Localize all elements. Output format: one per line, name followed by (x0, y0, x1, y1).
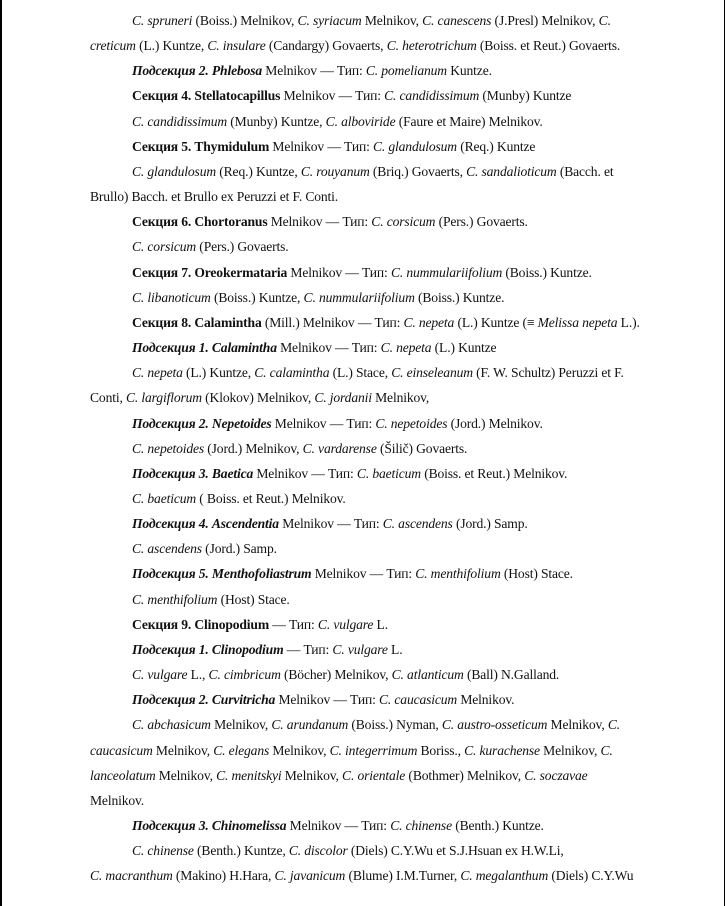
paragraph-first-line (90, 637, 722, 662)
section-heading: Подсекция 1. Clinopodium (132, 641, 284, 657)
text-run: (Klokov) Melnikov, (201, 390, 315, 406)
text-run: L., (187, 667, 209, 683)
text-run: Melnikov, (361, 13, 423, 28)
text-run: (Diels) C.Y.Wu et S.J.Hsuan ex H.W.Li, (347, 843, 564, 859)
taxon-name: C. menthifolium (415, 566, 501, 582)
taxon-name: C. elegans (213, 742, 270, 758)
paragraph-continuation-line (90, 33, 722, 58)
text-run: (Briq.) Govaerts, (369, 163, 467, 179)
section-heading: Подсекция 1. Calamintha (132, 340, 277, 356)
paragraph-first-line (90, 335, 722, 360)
text-run: L.). (617, 314, 640, 330)
taxon-name: C. heterotrichum (386, 38, 477, 54)
text-run: Melnikov — Тип: (271, 415, 376, 431)
taxon-name: caucasicum (90, 742, 153, 758)
taxon-name: C. caucasicum (379, 692, 458, 708)
text-run: (Candargy) Govaerts, (265, 38, 387, 54)
paragraph-continuation-line (90, 863, 722, 888)
paragraph-first-line (90, 486, 722, 511)
paragraph-first-line (90, 234, 722, 259)
text-run: — Тип: (269, 616, 318, 632)
text-run: (Boiss. et Reut.) Melnikov. (420, 465, 568, 481)
text-run: Melnikov, (281, 767, 343, 783)
taxon-name: C. insulare (207, 38, 266, 54)
taxon-name: C. arundanum (271, 717, 349, 733)
text-run: (Boiss.) Kuntze, (210, 289, 304, 305)
section-heading: Секция 9. Clinopodium (132, 616, 270, 632)
taxon-name: C. megalanthum (460, 868, 549, 884)
text-run: Melnikov — Тип: (286, 818, 391, 833)
taxon-name: C. menitskyi (216, 767, 282, 783)
taxon-name: C. nepeta (403, 314, 455, 330)
paragraph-continuation-line (90, 738, 722, 763)
text-run: (L.) Kuntze, (135, 38, 208, 54)
text-run: (Mill.) Melnikov — Тип: (261, 314, 404, 330)
text-run: Melnikov — Тип: (262, 63, 366, 79)
taxon-name: lanceolatum (90, 767, 156, 783)
text-run: (Faure et Maire) Melnikov. (395, 113, 543, 129)
text-run: (Blume) I.M.Turner, (345, 868, 461, 884)
taxon-name: C. corsicum (132, 239, 197, 255)
text-run: (Bothmer) Melnikov, (405, 767, 525, 783)
taxon-name: C. spruneri (132, 13, 193, 28)
text-run: Melnikov — Тип: (253, 465, 357, 481)
taxon-name: C. chinense (390, 818, 452, 833)
taxon-name: C. (600, 742, 613, 758)
taxon-name: C. calamintha (254, 365, 330, 381)
text-run: (Jord.) Melnikov. (447, 415, 543, 431)
taxon-name: C. nepeta (380, 340, 432, 356)
paragraph-first-line (90, 134, 722, 159)
document-body (90, 8, 722, 888)
taxon-name: C. menthifolium (132, 591, 218, 607)
text-run: (Benth.) Kuntze, (193, 843, 289, 859)
text-run: (Boiss.) Nyman, (348, 717, 442, 733)
text-run: Melnikov — Тип: (311, 566, 416, 582)
text-run: Melnikov. (457, 692, 515, 708)
paragraph-first-line (90, 159, 722, 184)
taxon-name: C. austro-osseticum (441, 717, 548, 733)
paragraph-first-line (90, 360, 722, 385)
taxon-name: C. candidissimum (384, 88, 480, 104)
taxon-name: Melissa nepeta (537, 314, 618, 330)
text-run: Melnikov. (90, 792, 145, 808)
paragraph-continuation-line (90, 385, 722, 410)
taxon-name: C. largiflorum (125, 390, 202, 406)
section-heading: Подсекция 2. Phlebosa (132, 63, 263, 79)
text-run: L. (387, 641, 403, 657)
paragraph-first-line (90, 109, 722, 134)
taxon-name: C. javanicum (274, 868, 346, 884)
text-run: (Jord.) Melnikov, (204, 440, 303, 456)
paragraph-continuation-line (90, 788, 722, 813)
text-run: (Req.) Kuntze (456, 138, 536, 154)
text-run: (Benth.) Kuntze. (451, 818, 544, 833)
taxon-name: C. soczavae (524, 767, 588, 783)
text-run: (Makino) H.Hara, (172, 868, 275, 884)
paragraph-first-line (90, 411, 722, 436)
taxon-name: creticum (90, 38, 136, 54)
paragraph-first-line (90, 83, 722, 108)
taxon-name: C. einseleanum (391, 365, 473, 381)
taxon-name: C. nummulariifolium (303, 289, 415, 305)
paragraph-first-line (90, 260, 722, 285)
taxon-name: C. kurachense (464, 742, 540, 758)
paragraph-first-line (90, 461, 722, 486)
text-run: (Boiss.) Kuntze. (502, 264, 592, 280)
text-run: (Böcher) Melnikov, (280, 667, 392, 683)
taxon-name: C. baeticum (132, 490, 197, 506)
taxon-name: C. cimbricum (208, 667, 281, 683)
text-run: Melnikov, (547, 717, 608, 733)
taxon-name: C. (598, 13, 611, 28)
taxon-name: C. alboviride (325, 113, 396, 129)
taxon-name: C. nepetoides (375, 415, 448, 431)
text-run: Melnikov, (210, 717, 272, 733)
text-run: Conti, (90, 390, 126, 406)
text-run: Melnikov — Тип: (280, 88, 385, 104)
paragraph-first-line (90, 687, 722, 712)
text-run: (Diels) C.Y.Wu (548, 868, 634, 884)
text-run: ( Boiss. et Reut.) Melnikov. (196, 490, 346, 506)
taxon-name: C. nepeta (132, 365, 183, 381)
section-heading: Подсекция 2. Curvitricha (132, 692, 276, 708)
text-run: (L.) Kuntze (431, 340, 497, 356)
section-heading: Секция 7. Oreokermataria (132, 264, 288, 280)
text-run: (Ball) N.Galland. (463, 667, 560, 683)
section-heading: Подсекция 3. Baetica (132, 465, 254, 481)
text-run: (F. W. Schultz) Peruzzi et F. (472, 365, 624, 381)
paragraph-first-line (90, 838, 722, 863)
taxon-name: C. vulgare (317, 616, 374, 632)
taxon-name: C. corsicum (371, 214, 436, 230)
taxon-name: C. ascendens (382, 516, 453, 532)
section-heading: Секция 6. Chortoranus (132, 214, 268, 230)
text-run: Kuntze. (446, 63, 492, 79)
text-run: Boriss., (417, 742, 465, 758)
taxon-name: C. baeticum (356, 465, 421, 481)
text-run: Melnikov, (155, 767, 217, 783)
text-run: (J.Presl) Melnikov, (491, 13, 599, 28)
text-run: (Bacch. et (556, 163, 614, 179)
taxon-name: C. ascendens (132, 541, 202, 557)
text-run: (Jord.) Samp. (452, 516, 528, 532)
taxon-name: C. canescens (422, 13, 492, 28)
text-run: (Munby) Kuntze (479, 88, 572, 104)
taxon-name: C. glandulosum (372, 138, 457, 154)
paragraph-first-line (90, 561, 722, 586)
text-run: Melnikov — Тип: (275, 692, 379, 708)
paragraph-continuation-line (90, 763, 722, 788)
section-heading: Подсекция 2. Nepetoides (132, 415, 272, 431)
text-run: Melnikov, (371, 390, 430, 406)
section-heading: Секция 8. Calamintha (132, 314, 262, 330)
text-run: Melnikov, (269, 742, 330, 758)
text-run: L. (373, 616, 388, 632)
text-run: Melnikov — Тип: (267, 214, 372, 230)
section-heading: Подсекция 5. Menthofoliastrum (132, 566, 312, 582)
paragraph-first-line (90, 436, 722, 461)
taxon-name: C. atlanticum (391, 667, 464, 683)
taxon-name: C. pomelianum (365, 63, 447, 79)
text-run: (Munby) Kuntze, (227, 113, 326, 129)
taxon-name: C. glandulosum (132, 163, 217, 179)
paragraph-continuation-line (90, 184, 722, 209)
taxon-name: C. vardarense (302, 440, 377, 456)
text-run: (L.) Stace, (329, 365, 392, 381)
section-heading: Подсекция 3. Chinomelissa (132, 818, 287, 833)
text-run: (Pers.) Govaerts. (196, 239, 289, 255)
section-heading: Подсекция 4. Ascendentia (132, 516, 279, 532)
text-run: Melnikov — Тип: (269, 138, 373, 154)
taxon-name: C. candidissimum (132, 113, 228, 129)
text-run: (Jord.) Samp. (201, 541, 277, 557)
text-run: (Šilič) Govaerts. (376, 440, 468, 456)
text-run: (Boiss. et Reut.) Govaerts. (476, 38, 621, 54)
taxon-name: C. jordanii (314, 390, 372, 406)
paragraph-first-line (90, 58, 722, 83)
paragraph-first-line (90, 587, 722, 612)
paragraph-first-line (90, 285, 722, 310)
text-run: (Host) Stace. (217, 591, 290, 607)
text-run: Melnikov, (152, 742, 214, 758)
taxon-name: C. discolor (288, 843, 348, 859)
paragraph-first-line (90, 536, 722, 561)
paragraph-first-line (90, 813, 722, 838)
section-heading: Секция 5. Thymidulum (132, 138, 270, 154)
text-run: Melnikov — Тип: (276, 340, 381, 356)
text-run: Melnikov — Тип: (287, 264, 391, 280)
text-run: — Тип: (283, 641, 333, 657)
taxon-name: C. nepetoides (132, 440, 205, 456)
paragraph-first-line (90, 662, 722, 687)
paragraph-first-line (90, 612, 722, 637)
text-run: Melnikov, (539, 742, 601, 758)
paragraph-first-line (90, 8, 722, 33)
text-run: (Host) Stace. (500, 566, 573, 582)
taxon-name: C. sandalioticum (466, 163, 557, 179)
paragraph-first-line (90, 712, 722, 737)
text-run: (Boiss.) Melnikov, (192, 13, 298, 28)
paragraph-first-line (90, 511, 722, 536)
taxon-name: C. vulgare (132, 667, 188, 683)
taxon-name: C. chinense (132, 843, 194, 859)
taxon-name: C. abchasicum (132, 717, 211, 733)
taxon-name: C. macranthum (90, 868, 173, 884)
paragraph-first-line (90, 209, 722, 234)
taxon-name: C. syriacum (297, 13, 362, 28)
text-run: Melnikov — Тип: (278, 516, 383, 532)
taxon-name: C. (607, 717, 620, 733)
text-run: (Pers.) Govaerts. (435, 214, 528, 230)
text-run: (L.) Kuntze, (182, 365, 255, 381)
taxon-name: C. nummulariifolium (390, 264, 503, 280)
section-heading: Секция 4. Stellatocapillus (132, 88, 281, 104)
paragraph-first-line (90, 310, 722, 335)
taxon-name: C. orientale (342, 767, 406, 783)
taxon-name: C. libanoticum (132, 289, 211, 305)
text-run: (L.) Kuntze (≡ (454, 314, 538, 330)
text-run: (Req.) Kuntze, (216, 163, 301, 179)
taxon-name: C. rouyanum (300, 163, 370, 179)
taxon-name: C. integerrimum (329, 742, 418, 758)
taxon-name: C. vulgare (332, 641, 388, 657)
text-run: Brullo) Bacch. et Brullo ex Peruzzi et F. Conti. (90, 189, 339, 205)
text-run: (Boiss.) Kuntze. (414, 289, 505, 305)
